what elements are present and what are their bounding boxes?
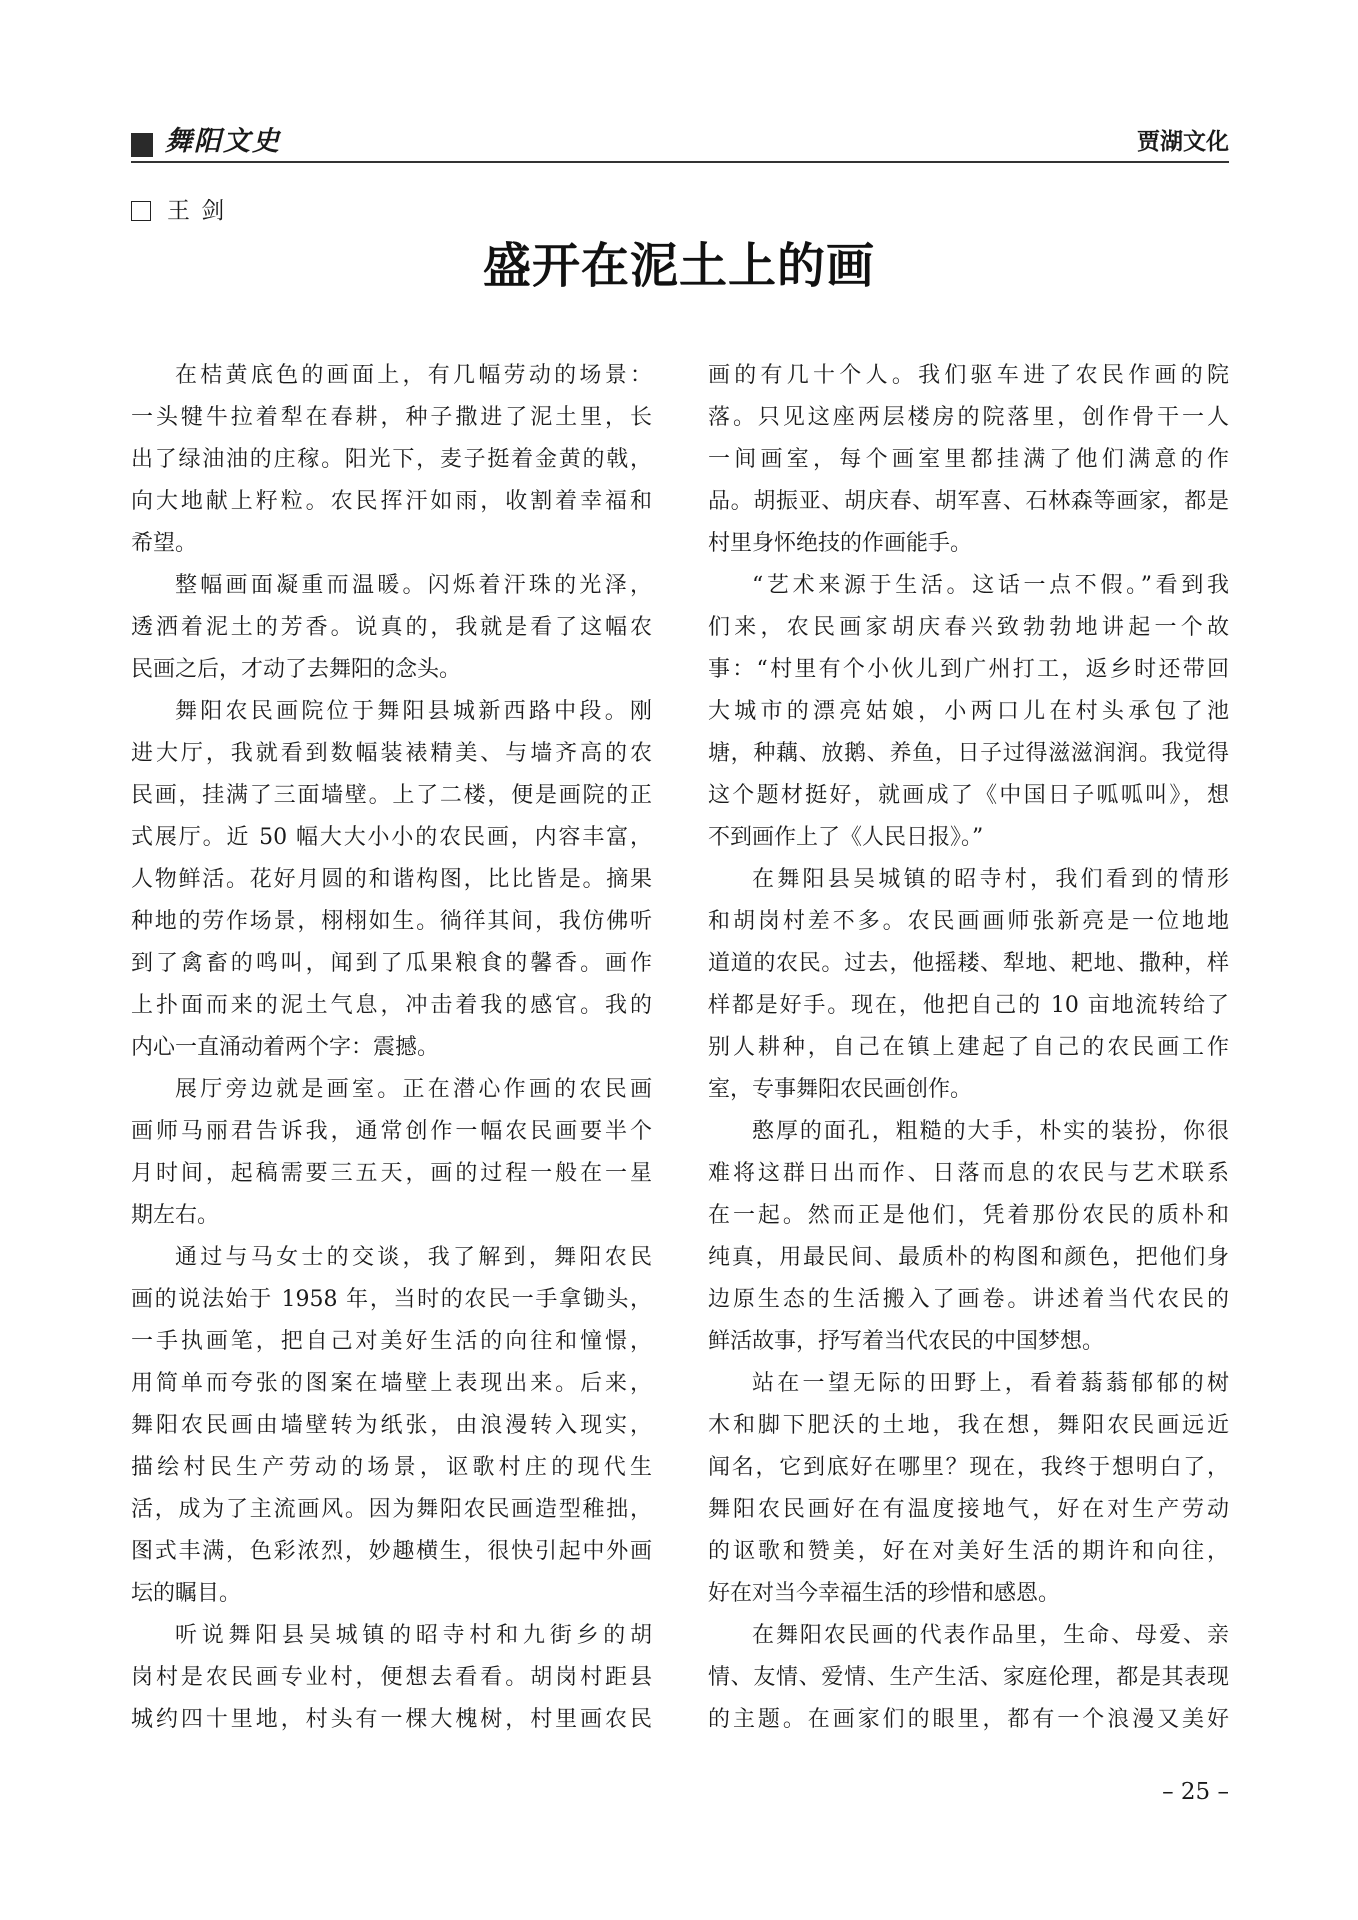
text-line: 塘，种藕、放鹅、养鱼，日子过得滋滋润润。我觉得	[708, 741, 1229, 766]
text-line: 室，专事舞阳农民画创作。	[708, 1077, 973, 1102]
text-line: 纯真，用最民间、最质朴的构图和颜色，把他们身	[708, 1245, 1229, 1270]
text-line: 大城市的漂亮姑娘，小两口儿在村头承包了池	[708, 699, 1229, 724]
left-column	[131, 355, 652, 1741]
text-line: 舞阳农民画由墙壁转为纸张，由浪漫转入现实，	[131, 1413, 652, 1438]
text-line: 村里身怀绝技的作画能手。	[708, 531, 973, 556]
text-line: 听说舞阳县吴城镇的昭寺村和九街乡的胡	[175, 1623, 652, 1648]
text-line: 在一起。然而正是他们，凭着那份农民的质朴和	[708, 1203, 1229, 1228]
text-line: 样都是好手。现在，他把自己的 10 亩地流转给了	[708, 993, 1229, 1018]
text-line: 和胡岗村差不多。农民画画师张新亮是一位地地	[708, 909, 1229, 934]
article-title: 盛开在泥土上的画	[482, 238, 875, 294]
right-column	[708, 355, 1229, 1741]
text-line: 边原生态的生活搬入了画卷。讲述着当代农民的	[708, 1287, 1229, 1312]
text-line: 式展厅。近 50 幅大大小小的农民画，内容丰富，	[131, 825, 652, 850]
text-line: 内心一直涌动着两个字：震撼。	[131, 1035, 440, 1060]
text-line: 舞阳农民画院位于舞阳县城新西路中段。刚	[175, 699, 652, 724]
text-line: 描绘村民生产劳动的场景，讴歌村庄的现代生	[131, 1455, 652, 1480]
text-line: 活，成为了主流画风。因为舞阳农民画造型稚拙，	[131, 1497, 652, 1522]
text-line: 情、友情、爱情、生产生活、家庭伦理，都是其表现	[708, 1665, 1229, 1690]
header-square-icon	[131, 133, 153, 157]
text-line: 一间画室，每个画室里都挂满了他们满意的作	[708, 447, 1229, 472]
text-line: 画的有几十个人。我们驱车进了农民作画的院	[708, 363, 1229, 388]
text-line: 闻名，它到底好在哪里？现在，我终于想明白了，	[708, 1455, 1229, 1480]
author-name: 王 剑	[167, 198, 227, 224]
text-line: 民画，挂满了三面墙壁。上了二楼，便是画院的正	[131, 783, 652, 808]
text-line: 民画之后，才动了去舞阳的念头。	[131, 657, 462, 682]
text-line: 这个题材挺好，就画成了《中国日子呱呱叫》，想	[708, 783, 1229, 808]
text-line: 整幅画面凝重而温暖。闪烁着汗珠的光泽，	[175, 573, 652, 598]
text-line: 坛的瞩目。	[131, 1581, 242, 1606]
text-line: 上扑面而来的泥土气息，冲击着我的感官。我的	[131, 993, 652, 1018]
text-line: 人物鲜活。花好月圆的和谐构图，比比皆是。摘果	[131, 867, 652, 892]
text-line: 站在一望无际的田野上，看着蓊蓊郁郁的树	[752, 1371, 1229, 1396]
text-line: 落。只见这座两层楼房的院落里，创作骨干一人	[708, 405, 1229, 430]
text-line: 事：“村里有个小伙儿到广州打工，返乡时还带回	[708, 657, 1229, 682]
text-line: 通过与马女士的交谈，我了解到，舞阳农民	[175, 1245, 652, 1270]
text-line: 们来，农民画家胡庆春兴致勃勃地讲起一个故	[708, 615, 1229, 640]
text-line: 憨厚的面孔，粗糙的大手，朴实的装扮，你很	[752, 1119, 1229, 1144]
text-line: 展厅旁边就是画室。正在潜心作画的农民画	[175, 1077, 652, 1102]
text-line: 画师马丽君告诉我，通常创作一幅农民画要半个	[131, 1119, 652, 1144]
text-line: 图式丰满，色彩浓烈，妙趣横生，很快引起中外画	[131, 1539, 652, 1564]
text-line: 鲜活故事，抒写着当代农民的中国梦想。	[708, 1329, 1105, 1354]
text-line: 道道的农民。过去，他摇耧、犁地、耙地、撒种，样	[708, 951, 1229, 976]
text-line: 一手执画笔，把自己对美好生活的向往和憧憬，	[131, 1329, 652, 1354]
header-divider	[131, 161, 1229, 163]
text-line: 月时间，起稿需要三五天，画的过程一般在一星	[131, 1161, 652, 1186]
text-line: 透洒着泥土的芳香。说真的，我就是看了这幅农	[131, 615, 652, 640]
text-line: 的讴歌和赞美，好在对美好生活的期许和向往，	[708, 1539, 1229, 1564]
text-line: 希望。	[131, 531, 198, 556]
text-line: 别人耕种，自己在镇上建起了自己的农民画工作	[708, 1035, 1229, 1060]
text-line: 期左右。	[131, 1203, 220, 1228]
text-line: 到了禽畜的鸣叫，闻到了瓜果粮食的馨香。画作	[131, 951, 652, 976]
text-line: 种地的劳作场景，栩栩如生。徜徉其间，我仿佛听	[131, 909, 652, 934]
header-section: 贾湖文化	[1137, 129, 1229, 155]
text-line: 品。胡振亚、胡庆春、胡军喜、石林森等画家，都是	[708, 489, 1229, 514]
author-box-icon	[131, 201, 151, 221]
text-line: 木和脚下肥沃的土地，我在想，舞阳农民画远近	[708, 1413, 1229, 1438]
text-line: 出了绿油油的庄稼。阳光下，麦子挺着金黄的戟，	[131, 447, 652, 472]
header-column-name: 舞阳文史	[165, 126, 281, 157]
text-line: 用简单而夸张的图案在墙壁上表现出来。后来，	[131, 1371, 652, 1396]
text-line: 一头犍牛拉着犁在春耕，种子撒进了泥土里，长	[131, 405, 652, 430]
text-line: 在舞阳县吴城镇的昭寺村，我们看到的情形	[752, 867, 1229, 892]
text-line: 舞阳农民画好在有温度接地气，好在对生产劳动	[708, 1497, 1229, 1522]
text-line: 向大地献上籽粒。农民挥汗如雨，收割着幸福和	[131, 489, 652, 514]
text-line: “艺术来源于生活。这话一点不假。”看到我	[752, 573, 1229, 598]
text-line: 不到画作上了《人民日报》。”	[708, 825, 984, 850]
text-line: 在舞阳农民画的代表作品里，生命、母爱、亲	[752, 1623, 1229, 1648]
text-line: 的主题。在画家们的眼里，都有一个浪漫又美好	[708, 1707, 1229, 1732]
text-line: 难将这群日出而作、日落而息的农民与艺术联系	[708, 1161, 1229, 1186]
text-line: 在桔黄底色的画面上，有几幅劳动的场景：	[175, 363, 652, 388]
text-line: 好在对当今幸福生活的珍惜和感恩。	[708, 1581, 1061, 1606]
text-line: 进大厅，我就看到数幅装裱精美、与墙齐高的农	[131, 741, 652, 766]
page-number: – 25 –	[1162, 1779, 1229, 1805]
text-line: 岗村是农民画专业村，便想去看看。胡岗村距县	[131, 1665, 652, 1690]
text-line: 城约四十里地，村头有一棵大槐树，村里画农民	[131, 1707, 652, 1732]
text-line: 画的说法始于 1958 年，当时的农民一手拿锄头，	[131, 1287, 652, 1312]
